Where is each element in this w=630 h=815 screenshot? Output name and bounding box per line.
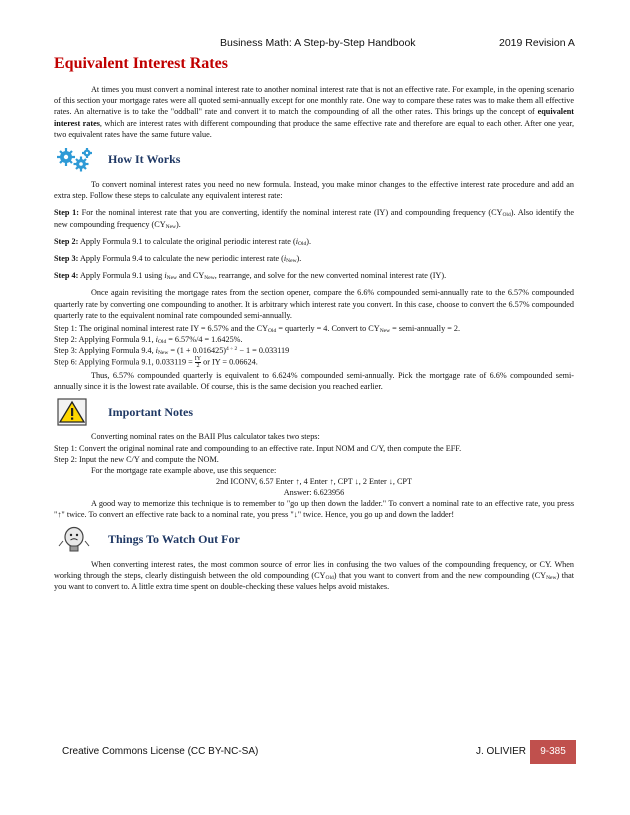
notes-intro: Converting nominal rates on the BAII Plus calculator takes two steps: (91, 432, 320, 442)
author-name: J. OLIVIER (476, 746, 527, 757)
page-title: Equivalent Interest Rates (54, 55, 228, 72)
example-paragraph: Once again revisiting the mortgage rates from the section opener, compare the 6.6% compounded semi-annually rate to the 6.57% compounded quarterly rate by converting one compounding to another. It is arbitrary which interest rate you convert. In this case, choose to convert the 6.57% compounded quarterly rate to the equivalent nominal rate compounded semi-annually. (54, 288, 574, 320)
important-notes-heading (54, 398, 574, 426)
watch-out-title: Things To Watch Out For (108, 532, 240, 547)
page-number-badge: 9-385 (530, 740, 576, 764)
key-term: equivalent interest rates (54, 107, 574, 128)
how-it-works-intro: To convert nominal interest rates you need no new formula. Instead, you make minor changes to the effective interest rate procedure and add an extra step. Follow these steps to calculate any equivalent interest rate: (54, 180, 574, 201)
fraction: $\frac{IY}{2}$ (194, 356, 202, 370)
calc-step-2: Step 2: Applying Formula 9.1, $i_{Old} = 6.57\%/4 = 1.6425\%$. (54, 335, 243, 346)
warning-icon (54, 398, 94, 426)
conclusion-paragraph: Thus, 6.57% compounded quarterly is equivalent to 6.624% compounded semi-annually. Pick the mortgage rate of 6.6% compounded semi-annually since it is the lowest rate available. Of course, this is the same decision you reached earlier. (54, 371, 574, 392)
calculator-sequence: 2nd ICONV, 6.57 Enter ↑, 4 Enter ↑, CPT ↓, 2 Enter ↓, CPT (216, 476, 412, 486)
notes-step-2: Step 2: Input the new C/Y and compute the NOM. (54, 454, 219, 464)
gears-icon (54, 146, 94, 174)
calc-step-6: Step 6: Applying Formula 9.1, 0.033119 = $\frac{IY}{2}$ or IY = 0.06624. (54, 356, 258, 370)
step-4: Step 4: Apply Formula 9.1 using $i_{New}$ and $CY_{New}$, rearrange, and solve for the new converted nominal interest rate (IY). (54, 271, 447, 282)
intro-paragraph: At times you must convert a nominal interest rate to another nominal interest rate that is not an effective rate. For example, in the opening scenario of this section your mortgage rates were all quoted semi-annually except for one monthly rate. One way to compare these rates was to make them all effective rates. An alternative is to take the "oddball" rate and convert it to match the compounding of all the other rates. This brings up the concept of equivalent interest rates, which are interest rates with different compounding that produce the same effective rate and therefore are equal to each other. After one year, two equivalent rates have the same future value. (54, 85, 574, 139)
important-notes-title: Important Notes (108, 404, 193, 419)
revision-label: 2019 Revision A (499, 37, 575, 49)
step-2: Step 2: Apply Formula 9.1 to calculate the original periodic interest rate $(i_{Old})$. (54, 236, 312, 247)
calc-step-3: Step 3: Applying Formula 9.4, $i_{New} = (1 + 0.016425)^{4 \div 2} - 1 = 0.033119$ (54, 346, 290, 357)
calculator-answer: Answer: 6.623956 (283, 487, 345, 497)
license-text: Creative Commons License (CC BY-NC-SA) (62, 746, 259, 757)
watch-out-paragraph: When converting interest rates, the most common source of error lies in confusing the two values of the compounding frequency, or CY. When working through the steps, clearly distinguish between the old compounding $(CY_{Old})$ that you want to convert from and the new compounding $(CY_{New})$ that you want to convert to. A little extra time spent on double-checking these values helps avoid mistakes. (54, 560, 574, 592)
calc-step-1: Step 1: The original nominal interest rate IY = 6.57% and the $CY_{Old}$ = quarterly = 4. Convert to $CY_{New}$ = semi-annually = 2. (54, 324, 461, 335)
watch-out-heading (54, 526, 574, 554)
notes-step-1: Step 1: Convert the original nominal rate and compounding to an effective rate. Input NOM and C/Y, then compute the EFF. (54, 443, 462, 453)
book-title: Business Math: A Step-by-Step Handbook (220, 37, 416, 49)
page-footer (0, 740, 630, 764)
main-content (54, 84, 574, 599)
step-3: Step 3: Apply Formula 9.4 to calculate the new periodic interest rate $(i_{New})$. (54, 254, 302, 265)
how-it-works-heading (54, 146, 574, 174)
ladder-tip: A good way to memorize this technique is to remember to "go up then down the ladder." To convert a nominal rate to an effective rate, you press "↑" twice. To convert an effective rate back to a nominal rate, you press "↓" twice. Hence, you go up and down the ladder! (54, 498, 574, 519)
lightbulb-icon (54, 526, 94, 554)
page-header (0, 37, 630, 51)
step-1: Step 1: For the nominal interest rate that you are converting, identify the nominal interest rate (IY) and compounding frequency $(CY_{Old})$. Also identify the new compounding frequency $(CY_{New})$. (54, 208, 574, 230)
how-it-works-title: How It Works (108, 152, 181, 167)
notes-example-intro: For the mortgage rate example above, use this sequence: (91, 465, 277, 475)
